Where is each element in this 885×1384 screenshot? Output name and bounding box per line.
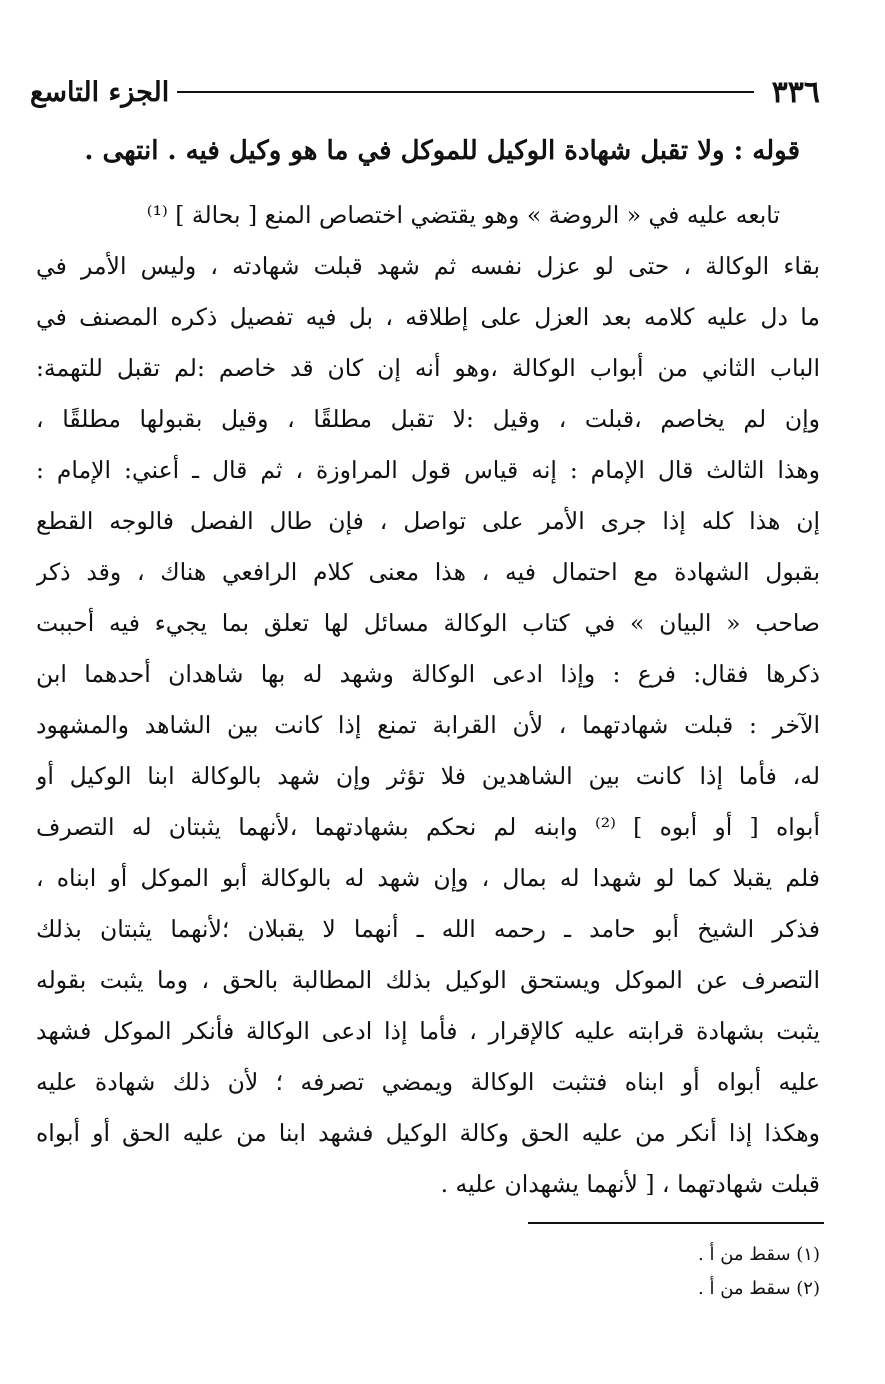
text-line: له، فأما إذا كانت بين الشاهدين فلا تؤثر وإن شهد بالوكالة ابنا الوكيل أو — [36, 762, 820, 790]
lemma-heading: قوله : ولا تقبل شهادة الوكيل للموكل في ما هو وكيل فيه . انتهى . — [84, 136, 800, 166]
footnote: (٢) سقط من أ . — [698, 1278, 820, 1299]
text-line: عليه أبواه أو ابناه فتثبت الوكالة ويمضي تصرفه ؛ لأن ذلك شهادة عليه — [36, 1068, 820, 1096]
text-line: ما دل عليه كلامه بعد العزل على إطلاقه ، بل فيه تفصيل ذكره المصنف في — [36, 303, 820, 331]
header-rule — [177, 91, 753, 93]
text-line: وإن لم يخاصم ،قبلت ، وقيل :لا تقبل مطلقًا ، وقيل بقبولها مطلقًا ، — [36, 405, 820, 433]
text-line: بقاء الوكالة ، حتى لو عزل نفسه ثم شهد قبلت شهادته ، وليس الأمر في — [36, 252, 820, 280]
text-line: قبلت شهادتهما ، [ لأنهما يشهدان عليه . — [440, 1170, 820, 1198]
text-line: صاحب « البيان » في كتاب الوكالة مسائل لها تعلق بما يجيء فيه أحببت — [36, 609, 820, 637]
text-line: الآخر : قبلت شهادتهما ، لأن القرابة تمنع إذا كانت بين الشاهد والمشهود — [36, 711, 820, 739]
volume-title: الجزء التاسع — [30, 76, 170, 108]
text-line: يثبت بشهادة قرابته عليه كالإقرار ، فأما إذا ادعى الوكالة فأنكر الموكل فشهد — [36, 1017, 820, 1045]
page-number: ٣٣٦ — [771, 74, 820, 110]
text-line: التصرف عن الموكل ويستحق الوكيل بذلك المطالبة بالحق ، وما يثبت بقوله — [36, 966, 820, 994]
text-line: وهكذا إذا أنكر من عليه الحق وكالة الوكيل فشهد ابنا من عليه الحق أو أبواه — [36, 1119, 820, 1147]
footnote: (١) سقط من أ . — [698, 1244, 820, 1265]
text-line: الباب الثاني من أبواب الوكالة ،وهو أنه إن كان قد خاصم :لم تقبل للتهمة: — [36, 354, 820, 382]
text-line: إن هذا كله إذا جرى الأمر على تواصل ، فإن طال الفصل فالوجه القطع — [36, 507, 820, 535]
footnote-separator — [528, 1222, 824, 1224]
text-line: تابعه عليه في « الروضة » وهو يقتضي اختصاص المنع [ بحالة ] ⁽¹⁾ — [146, 201, 780, 229]
text-line: وهذا الثالث قال الإمام : إنه قياس قول المراوزة ، ثم قال ـ أعني: الإمام : — [36, 456, 820, 484]
text-line: فلم يقبلا كما لو شهدا له بمال ، وإن شهد له بالوكالة أبو الموكل أو ابناه ، — [36, 864, 820, 892]
text-line: ذكرها فقال: فرع : وإذا ادعى الوكالة وشهد له بها شاهدان أحدهما ابن — [36, 660, 820, 688]
text-line: بقبول الشهادة مع احتمال فيه ، هذا معنى كلام الرافعي هناك ، وقد ذكر — [36, 558, 820, 586]
footnotes — [540, 1238, 820, 1306]
body-text — [36, 190, 820, 1210]
running-header — [30, 72, 820, 112]
text-line: فذكر الشيخ أبو حامد ـ رحمه الله ـ أنهما لا يقبلان ؛لأنهما يثبتان بذلك — [36, 915, 820, 943]
text-line: أبواه [ أو أبوه ] ⁽²⁾ وابنه لم نحكم بشهادتهما ،لأنهما يثبتان له التصرف — [36, 813, 820, 841]
